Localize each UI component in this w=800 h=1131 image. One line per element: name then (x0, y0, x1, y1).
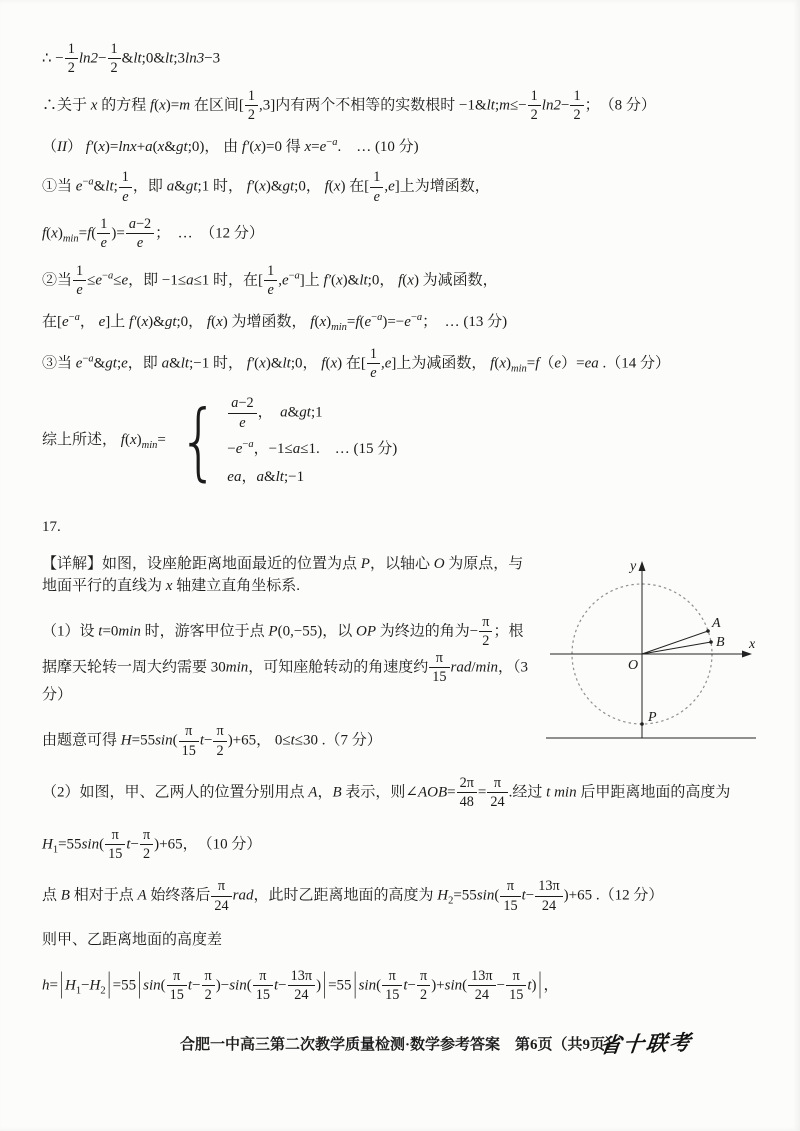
wheel-diagram (544, 554, 762, 748)
ferris-wheel-figure (544, 554, 762, 756)
math-line: ③当 $e^{-a}\&gt;e$，即 a&lt;−1 时， f′(x)&lt;0， f(x) 在[ $\frac{1}{e}$ ,e]上为减函数， $f(x)_{min}=f(e)=ea$ .（14 分） (42, 345, 670, 382)
segment-OA (642, 631, 708, 654)
point-A (706, 630, 710, 634)
math-line (42, 392, 762, 491)
footer-logo: 省十联考 (598, 1030, 694, 1058)
math-line: ∴ − $\frac{1}{2}$ ln2− $\frac{1}{2}$ &lt;0&lt;3ln3−3 (42, 41, 221, 77)
point-B (709, 641, 713, 645)
math-line: 由题意可得 H=55sin( $\frac{\pi}{15}$ t− $\frac{\pi}{2}$ )+65， 0≤t≤30 .（7 分） (42, 723, 382, 759)
cases-prefix: 综上所述， $f(x)_{min}=$ (42, 432, 166, 452)
case-row: $\frac{a-2}{e}$ ， a&gt;1 (227, 395, 322, 431)
math-line: 【详解】如图，设座舱距离地面最近的位置为点 P，以轴心 O 为原点，与地面平行的直线为 x 轴建立直角坐标系. (42, 556, 524, 595)
page-footer (0, 1030, 800, 1059)
point-P (640, 723, 644, 727)
solution-17-section (42, 554, 762, 1003)
label-B: B (716, 635, 725, 651)
math-line: 在[$e^{-a}$， e]上 f′(x)&gt;0， f(x) 为增函数， $f(x)_{min}=f(e^{-a})=-e^{-a}$； … (13 分) (42, 311, 508, 333)
case-row: $-e^{-a}$，−1≤a≤1. … (15 分) (227, 439, 398, 458)
case-row: ea，a&lt;−1 (227, 468, 305, 485)
cases-rows (227, 395, 397, 488)
label-P: P (648, 710, 657, 726)
cases-brace-icon: { (178, 392, 219, 491)
label-O: O (628, 658, 639, 674)
label-A: A (712, 616, 721, 632)
solution-16-section (42, 41, 762, 538)
problem-number: 17. (42, 518, 61, 535)
label-x: x (749, 637, 756, 653)
footer-text: 合肥一中高三第二次教学质量检测·数学参考答案 第6页（共9页） (179, 1037, 620, 1054)
math-line: （1）设 t=0min 时，游客甲位于点 P(0,−55)，以 OP 为终边的角为− $\frac{\pi}{2}$ ；根据摩天轮转一周大约需要 30min，可知座舱转动的角速度约 $\frac{\pi}{15}$ rad/min，（3 分） (42, 613, 529, 704)
math-line: $f(x)_{min}=f$( $\frac{1}{e}$ )= $\frac{a-2}{e}$ ； … （12 分） (42, 216, 264, 252)
math-line: ∴关于 x 的方程 f(x)=m 在区间[ $\frac{1}{2}$ ,3]内有两个不相等的实数根时 −1&lt;m≤− $\frac{1}{2}$ ln2− $\frac{1}{2}$ ； （8 分） (42, 87, 656, 124)
math-line: ①当 $e^{-a}\&lt$; $\frac{1}{e}$ ，即 a&gt;1 时， f′(x)&gt;0， f(x) 在[ $\frac{1}{e}$ ,e]上为增函数， (42, 169, 490, 205)
math-line: h= | $H_1-H_2$ | =55 | sin( $\frac{\pi}{15}$ t− $\frac{\pi}{2}$ )−sin( $\frac{\pi}{15}$ t− $\frac{13\pi}{24}$ ) | =55 | sin( $\frac{\pi}{15}$ t− $\frac{\pi}{2}$ )+sin( $\frac{13\pi}{24}$ − $\frac{\pi}{15}$ t) | ， (42, 967, 559, 1004)
segment-OB (642, 642, 711, 654)
y-axis-arrow (639, 561, 646, 571)
label-y: y (630, 559, 637, 575)
math-line: $H_1=55\sin$( $\frac{\pi}{15}$ t− $\frac{\pi}{2}$ )+65， （10 分） (42, 826, 262, 863)
math-line: ②当 $\frac{1}{e}$ $\le e^{-a}\le e$，即 −1≤a≤1 时，在[ $\frac{1}{e}$ $,e^{-a}$]上 f′(x)&lt;0， f(x) 为减函数， (42, 262, 498, 299)
math-line: （II） f′(x)=lnx+a(x&gt;0)， 由 f′(x)=0 得 $x=e^{-a}$. … (10 分) (42, 136, 419, 155)
math-line: 点 B 相对于点 A 始终落后 $\frac{\pi}{24}$ rad，此时乙距离地面的高度为 $H_2=55\sin$( $\frac{\pi}{15}$ t− $\frac{13\pi}{24}$ )+65 .（12 分） (42, 878, 664, 914)
math-line: 则甲、乙距离地面的高度差 (42, 932, 223, 949)
math-line: （2）如图，甲、乙两人的位置分别用点 A，B 表示，则∠AOB= $\frac{2\pi}{48}$ = $\frac{\pi}{24}$ .经过 t min 后甲距离地面的高度为 (42, 774, 731, 811)
